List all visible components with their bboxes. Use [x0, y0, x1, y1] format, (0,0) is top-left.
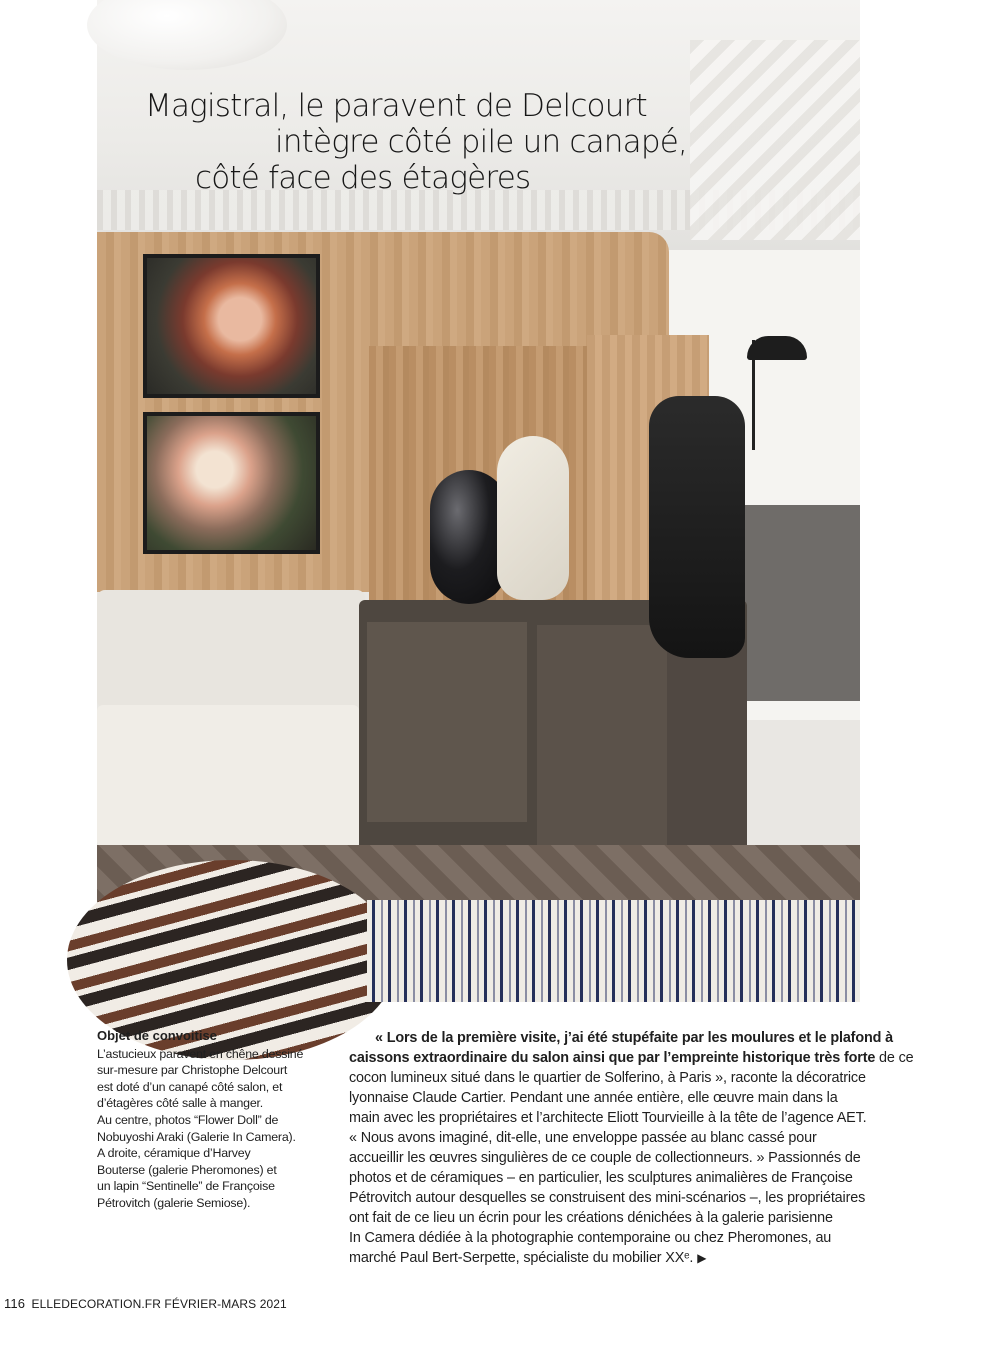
framed-photo-top — [143, 254, 320, 398]
article-line — [349, 1028, 893, 1048]
article-line — [349, 1228, 863, 1248]
article-line-text: cocon lumineux situé dans le quartier de Solferino, à Paris », raconte la décoratrice — [349, 1070, 866, 1086]
white-ceramic-sculpture — [497, 436, 569, 600]
page-footer — [4, 1296, 287, 1311]
article-line — [349, 1168, 863, 1188]
article-line-text: caissons extraordinaire du salon ainsi que par l’empreinte historique très forte — [349, 1050, 876, 1066]
article-line-text: « Nous avons imaginé, dit-elle, une enveloppe passée au blanc cassé pour — [349, 1130, 817, 1146]
sofa-seat — [97, 705, 359, 847]
article-body — [349, 1028, 914, 1268]
striped-rug — [367, 900, 860, 1002]
page-number: 116 — [4, 1296, 26, 1311]
article-line-text: Pétrovitch autour desquelles se construisent des mini-scénarios –, les propriétaires — [349, 1190, 866, 1206]
caption-body: L’astucieux paravent en chêne dessiné sur-mesure par Christophe Delcourt est doté d’un canapé côté salon, et d’étagères côté salle à manger. Au centre, photos “Flower Doll” de Nobuyoshi Araki (Galerie In Camera). A droite, céramique d’Harvey Bouterse (galerie Pheromones) et un lapin “Sentinelle” de Françoise Pétrovitch (galerie Semiose). — [97, 1046, 304, 1210]
headline — [145, 88, 765, 196]
article-line-text: marché Paul Bert-Serpette, spécialiste du mobilier XXᵉ. — [349, 1250, 694, 1266]
article-line-text: In Camera dédiée à la photographie contemporaine ou chez Pheromones, au — [349, 1230, 832, 1246]
article-line-tail: de ce — [875, 1050, 914, 1066]
article-line — [349, 1208, 863, 1228]
article-line — [349, 1128, 863, 1148]
continue-arrow-icon: ▶ — [697, 1251, 707, 1265]
article-line — [349, 1248, 863, 1268]
article-line — [349, 1068, 866, 1088]
article-line — [349, 1188, 866, 1208]
article-line-text: ont fait de ce lieu un écrin pour les créations dénichées à la galerie parisienne — [349, 1210, 833, 1226]
caption-title: Objet de convoitise — [97, 1028, 217, 1043]
cabinet-door — [367, 622, 527, 822]
article-line — [349, 1108, 867, 1128]
sofa-backrest — [97, 590, 365, 708]
headline-line-1: Magistral, le paravent de Delcourt — [145, 88, 647, 124]
issue-date: FÉVRIER-MARS 2021 — [164, 1297, 287, 1311]
article-line — [349, 1048, 914, 1068]
article-line — [349, 1088, 863, 1108]
article-line-text: photos et de céramiques – en particulier, les sculptures animalières de Françoise — [349, 1170, 853, 1186]
article-line — [349, 1148, 863, 1168]
rabbit-sculpture — [649, 396, 745, 658]
article-line-text: main avec les propriétaires et l’architecte Eliott Tourvieille à la tête de l’agence AET. — [349, 1110, 867, 1126]
wall-lamp-shade — [747, 336, 807, 360]
headline-line-2: intègre côté pile un canapé, — [275, 124, 688, 160]
article-line-text: lyonnaise Claude Cartier. Pendant une année entière, elle œuvre main dans la — [349, 1090, 838, 1106]
framed-photo-bottom — [143, 412, 320, 554]
photo-caption — [97, 1028, 307, 1212]
interior-photo — [97, 0, 860, 1002]
headline-line-3: côté face des étagères — [195, 160, 531, 196]
article-line-text: « Lors de la première visite, j’ai été stupéfaite par les moulures et le plafond à — [375, 1030, 893, 1046]
article-line-text: accueillir les œuvres singulières de ce couple de collectionneurs. » Passionnés de — [349, 1150, 861, 1166]
cabinet-door — [537, 625, 667, 870]
publication-name: ELLEDECORATION.FR — [31, 1297, 161, 1311]
